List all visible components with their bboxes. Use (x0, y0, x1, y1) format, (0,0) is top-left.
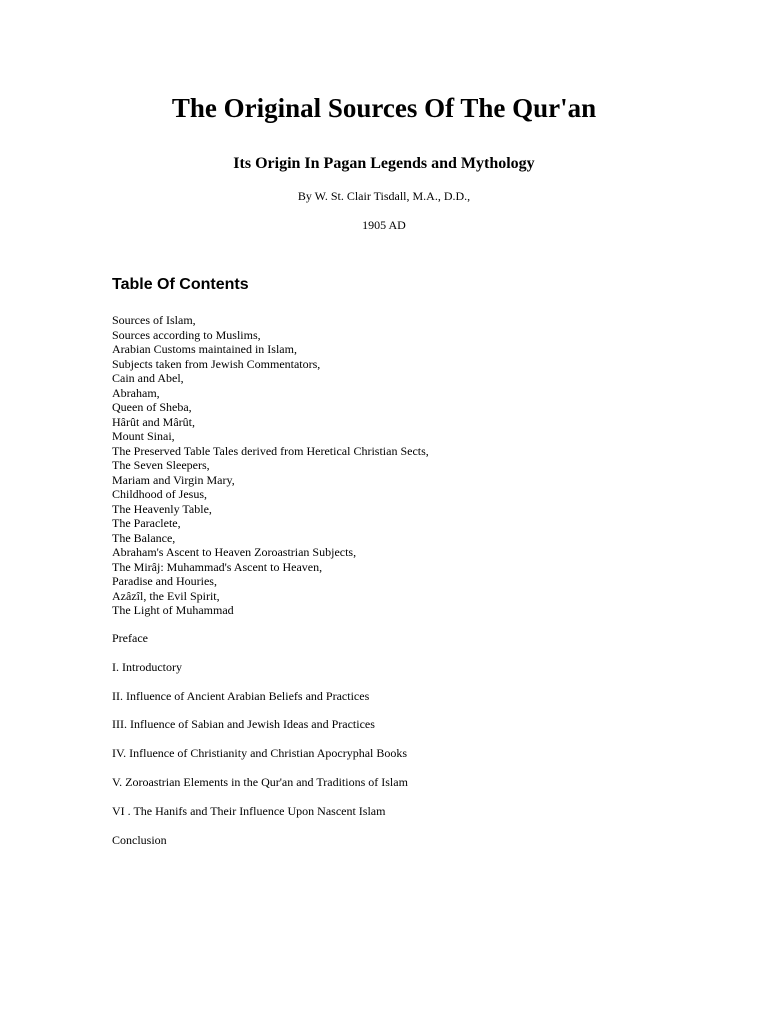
toc-heading: Table Of Contents (112, 276, 249, 293)
toc-item: Cain and Abel, (112, 371, 184, 385)
toc-item: Subjects taken from Jewish Commentators, (112, 356, 321, 371)
toc-item: Queen of Sheba, (112, 400, 192, 414)
toc-item: Azâzîl, the Evil Spirit, (112, 588, 220, 603)
section-item-zoroastrian: V. Zoroastrian Elements in the Qur'an and Traditions of Islam (112, 774, 408, 789)
toc-item: The Light of Muhammad (112, 603, 234, 617)
toc-item: Sources of Islam, (112, 313, 196, 327)
section-item-conclusion: Conclusion (112, 832, 167, 847)
toc-item: Abraham's Ascent to Heaven Zoroastrian Subjects, (112, 545, 357, 559)
toc-item: The Preserved Table Tales derived from Heretical Christian Sects, (112, 443, 429, 458)
author-byline: By W. St. Clair Tisdall, M.A., D.D., (297, 189, 471, 203)
toc-item: Mariam and Virgin Mary, (112, 472, 235, 487)
toc-item: Childhood of Jesus, (112, 487, 208, 501)
publication-year: 1905 AD (362, 218, 406, 232)
section-item-hanifs: VI . The Hanifs and Their Influence Upon Nascent Islam (112, 803, 386, 818)
toc-item: The Seven Sleepers, (112, 458, 210, 472)
toc-item: Hârût and Mârût, (112, 414, 195, 429)
toc-item: Paradise and Houries, (112, 574, 217, 588)
document-subtitle: Its Origin In Pagan Legends and Mythology (233, 155, 535, 172)
toc-list (112, 313, 429, 618)
section-list (112, 631, 408, 861)
toc-item: Abraham, (112, 385, 160, 400)
toc-item: The Heavenly Table, (112, 501, 212, 516)
section-item-introductory: I. Introductory (112, 659, 182, 674)
toc-item: Arabian Customs maintained in Islam, (112, 342, 297, 356)
toc-item: Sources according to Muslims, (112, 327, 261, 342)
document-title: The Original Sources Of The Qur'an (171, 93, 597, 123)
toc-item: Mount Sinai, (112, 429, 175, 443)
section-item-christianity: IV. Influence of Christianity and Christian Apocryphal Books (112, 746, 408, 761)
toc-item: The Paraclete, (112, 516, 181, 530)
toc-item: The Mirâj: Muhammad's Ascent to Heaven, (112, 559, 323, 574)
section-item-preface: Preface (112, 631, 148, 645)
section-item-arabian-beliefs: II. Influence of Ancient Arabian Beliefs and Practices (112, 688, 370, 703)
section-item-sabian-jewish: III. Influence of Sabian and Jewish Ideas and Practices (112, 717, 375, 732)
toc-item: The Balance, (112, 530, 176, 545)
